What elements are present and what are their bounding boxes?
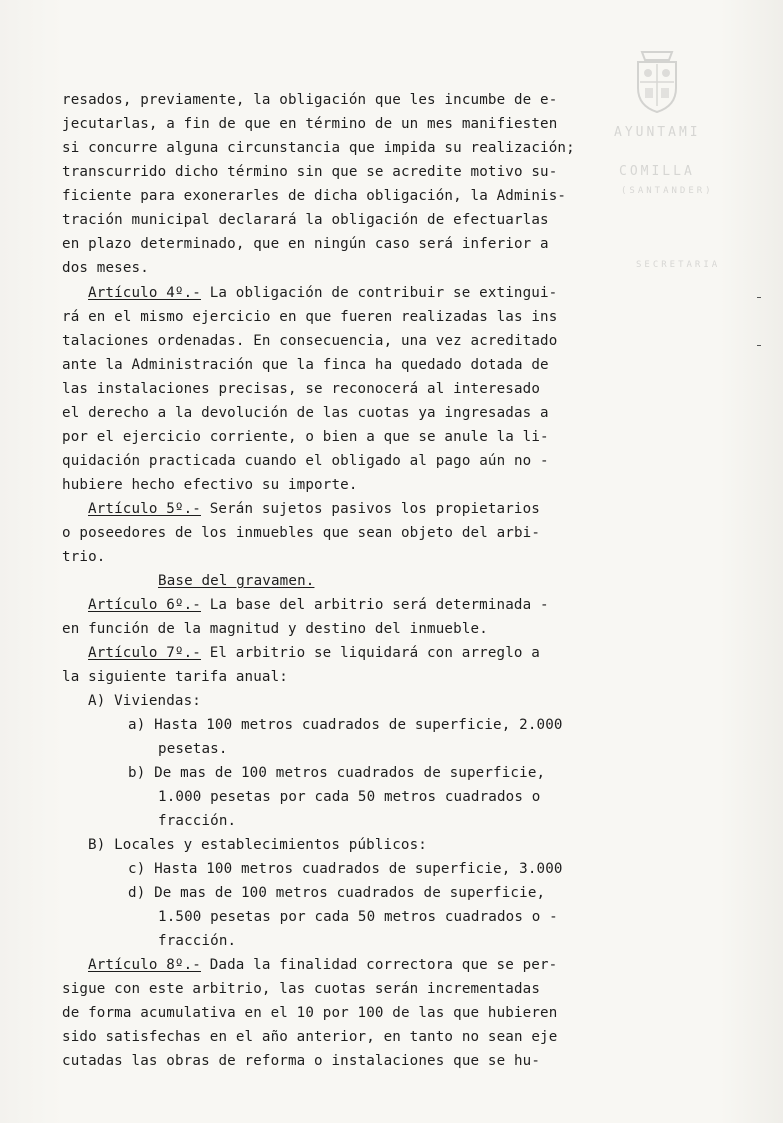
article-7-heading: Artículo 7º.- — [88, 645, 201, 661]
tariff-item-a: a) Hasta 100 metros cuadrados de superficie, 2.000 — [128, 717, 563, 733]
coat-of-arms-seal — [632, 48, 682, 114]
article-7-text: El arbitrio se liquidará con arreglo a — [201, 645, 540, 661]
text-line: en plazo determinado, que en ningún caso será inferior a — [62, 236, 549, 252]
text-line: 1.000 pesetas por cada 50 metros cuadrados o — [158, 789, 541, 805]
article-6-text: La base del arbitrio será determinada - — [201, 597, 549, 613]
tariff-heading-a: A) Viviendas: — [88, 693, 201, 709]
text-line: o poseedores de los inmuebles que sean objeto del arbi- — [62, 525, 541, 541]
article-8-line — [88, 957, 557, 973]
text-line: fracción. — [158, 933, 237, 949]
article-8-heading: Artículo 8º.- — [88, 957, 201, 973]
text-line: resados, previamente, la obligación que les incumbe de e- — [62, 92, 558, 108]
text-line: ante la Administración que la finca ha quedado dotada de — [62, 357, 549, 373]
article-5-heading: Artículo 5º.- — [88, 501, 201, 517]
text-line: fracción. — [158, 813, 237, 829]
section-heading-base-del-gravamen: Base del gravamen. — [158, 573, 315, 589]
text-line: trio. — [62, 549, 106, 565]
tariff-item-b: b) De mas de 100 metros cuadrados de superficie, — [128, 765, 546, 781]
text-line: jecutarlas, a fin de que en término de un mes manifiesten — [62, 116, 558, 132]
article-5-line — [88, 501, 540, 517]
watermark-line-2: COMILLA — [619, 164, 695, 179]
text-line: si concurre alguna circunstancia que impida su realización; — [62, 140, 575, 156]
text-line: cutadas las obras de reforma o instalaciones que se hu- — [62, 1053, 541, 1069]
margin-mark — [757, 345, 761, 346]
text-line: quidación practicada cuando el obligado al pago aún no - — [62, 453, 549, 469]
text-line: la siguiente tarifa anual: — [62, 669, 288, 685]
text-line: las instalaciones precisas, se reconocerá al interesado — [62, 381, 541, 397]
text-line: pesetas. — [158, 741, 228, 757]
article-5-text: Serán sujetos pasivos los propietarios — [201, 501, 540, 517]
article-6-line — [88, 597, 549, 613]
article-4-text: La obligación de contribuir se extingui- — [201, 285, 558, 301]
text-line: por el ejercicio corriente, o bien a que se anule la li- — [62, 429, 549, 445]
text-line: talaciones ordenadas. En consecuencia, una vez acreditado — [62, 333, 558, 349]
text-line: el derecho a la devolución de las cuotas ya ingresadas a — [62, 405, 549, 421]
text-line: rá en el mismo ejercicio en que fueren realizadas las ins — [62, 309, 558, 325]
text-line: hubiere hecho efectivo su importe. — [62, 477, 358, 493]
text-line: tración municipal declarará la obligación de efectuarlas — [62, 212, 549, 228]
article-4-heading: Artículo 4º.- — [88, 285, 201, 301]
article-6-heading: Artículo 6º.- — [88, 597, 201, 613]
text-line: 1.500 pesetas por cada 50 metros cuadrados o - — [158, 909, 558, 925]
text-line: sigue con este arbitrio, las cuotas serán incrementadas — [62, 981, 541, 997]
text-line: ficiente para exonerarles de dicha obligación, la Adminis- — [62, 188, 567, 204]
text-line: en función de la magnitud y destino del inmueble. — [62, 621, 488, 637]
tariff-heading-b: B) Locales y establecimientos públicos: — [88, 837, 427, 853]
text-line: transcurrido dicho término sin que se acredite motivo su- — [62, 164, 558, 180]
article-8-text: Dada la finalidad correctora que se per- — [201, 957, 558, 973]
margin-mark — [757, 297, 761, 298]
article-7-line — [88, 645, 540, 661]
text-line: sido satisfechas en el año anterior, en tanto no sean eje — [62, 1029, 558, 1045]
tariff-item-c: c) Hasta 100 metros cuadrados de superficie, 3.000 — [128, 861, 563, 877]
watermark-line-1: AYUNTAMI — [614, 125, 701, 140]
text-line: de forma acumulativa en el 10 por 100 de las que hubieren — [62, 1005, 558, 1021]
tariff-item-d: d) De mas de 100 metros cuadrados de superficie, — [128, 885, 546, 901]
text-line: dos meses. — [62, 260, 149, 276]
watermark-line-3: (SANTANDER) — [621, 186, 714, 196]
watermark-line-4: SECRETARIA — [636, 260, 721, 270]
article-4-line — [88, 285, 557, 301]
